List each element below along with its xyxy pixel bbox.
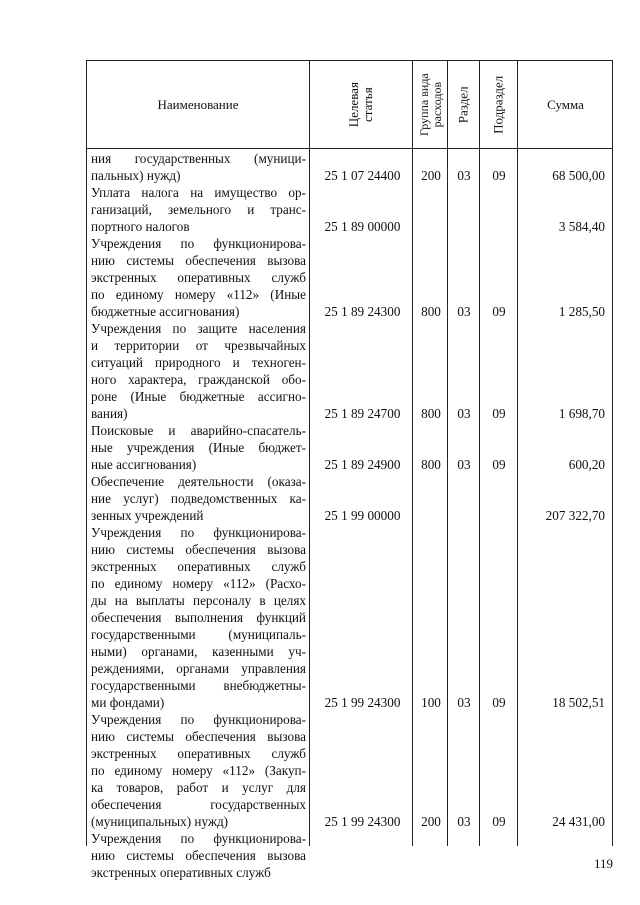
row-name bbox=[91, 150, 306, 184]
row-section: 03 bbox=[457, 304, 471, 319]
row-target-code: 25 1 89 00000 bbox=[324, 219, 401, 234]
row-section: 03 bbox=[457, 695, 471, 710]
table-row bbox=[0, 150, 640, 184]
row-name-line: ные ассигнования) bbox=[91, 457, 197, 472]
row-name-line: бюджетные ассигнования) bbox=[91, 304, 240, 319]
row-name-line: ми фондами) bbox=[91, 695, 165, 710]
row-sum: 24 431,00 bbox=[552, 814, 605, 829]
row-name-line: обеспечения выполнения функций bbox=[91, 610, 306, 625]
header-sum: Сумма bbox=[547, 96, 584, 112]
row-name-line: нию системы обеспечения вызова bbox=[91, 848, 306, 863]
row-subsection: 09 bbox=[492, 814, 506, 829]
row-name-line: по единому номеру «112» (Расхо- bbox=[91, 576, 306, 591]
row-target-code: 25 1 89 24900 bbox=[324, 457, 401, 472]
row-name-line: по единому номеру «112» (Иные bbox=[91, 287, 306, 302]
row-name-line: ными) органами, казенными уч- bbox=[91, 644, 306, 659]
row-sum: 1 698,70 bbox=[558, 406, 605, 421]
row-name-line: роне (Иные бюджетные ассигно- bbox=[91, 389, 306, 404]
row-name-line: зенных учреждений bbox=[91, 508, 204, 523]
row-name-line: экстренных оперативных служб bbox=[91, 865, 271, 880]
page-number: 119 bbox=[593, 856, 613, 871]
row-name-line: нию системы обеспечения вызова bbox=[91, 253, 306, 268]
row-group: 800 bbox=[421, 457, 441, 472]
row-name-line: ние услуг) подведомственных ка- bbox=[91, 491, 306, 506]
row-target-code: 25 1 89 24300 bbox=[324, 304, 401, 319]
row-name bbox=[91, 711, 306, 830]
row-name-line: экстренных оперативных служб bbox=[91, 746, 306, 761]
row-target-code: 25 1 07 24400 bbox=[324, 168, 401, 183]
row-name-line: государственными внебюджетны- bbox=[91, 678, 306, 693]
row-name bbox=[91, 422, 306, 473]
row-section: 03 bbox=[457, 168, 471, 183]
row-group: 200 bbox=[421, 814, 441, 829]
row-name-line: ды на выплаты персоналу в целях bbox=[91, 593, 306, 608]
row-name-line: Учреждения по функционирова- bbox=[91, 831, 306, 846]
table-row bbox=[0, 320, 640, 422]
row-name-line: (муниципальных) нужд) bbox=[91, 814, 229, 829]
row-name-line: по единому номеру «112» (Закуп- bbox=[91, 763, 306, 778]
row-group: 800 bbox=[421, 406, 441, 421]
row-name-line: нию системы обеспечения вызова bbox=[91, 542, 306, 557]
row-name-line: нию системы обеспечения вызова bbox=[91, 729, 306, 744]
row-sum: 600,20 bbox=[568, 457, 605, 472]
header-subsection-cell bbox=[480, 61, 517, 148]
row-name bbox=[91, 473, 306, 524]
header-group-cell bbox=[413, 61, 447, 148]
row-name-line: вания) bbox=[91, 406, 128, 421]
row-sum: 18 502,51 bbox=[552, 695, 605, 710]
row-target-code: 25 1 99 00000 bbox=[324, 508, 401, 523]
row-group: 200 bbox=[421, 168, 441, 183]
header-sum-cell bbox=[518, 61, 613, 148]
row-name-line: ситуаций природного и техноген- bbox=[91, 355, 306, 370]
row-section: 03 bbox=[457, 814, 471, 829]
header-section-cell bbox=[448, 61, 479, 148]
row-name-line: обеспечения государственных bbox=[91, 797, 306, 812]
row-name-line: ганизаций, земельного и транс- bbox=[91, 202, 306, 217]
row-name-line: экстренных оперативных служб bbox=[91, 559, 306, 574]
row-subsection: 09 bbox=[492, 457, 506, 472]
table-row bbox=[0, 830, 640, 881]
table-row bbox=[0, 711, 640, 830]
row-group: 100 bbox=[421, 695, 441, 710]
row-name bbox=[91, 830, 306, 881]
row-sum: 207 322,70 bbox=[545, 508, 605, 523]
table-row bbox=[0, 184, 640, 235]
row-target-code: 25 1 89 24700 bbox=[324, 406, 401, 421]
row-name bbox=[91, 184, 306, 235]
table-row bbox=[0, 473, 640, 524]
row-name-line: Учреждения по функционирова- bbox=[91, 525, 306, 540]
header-name-cell bbox=[87, 61, 309, 148]
row-name-line: пальных) нужд) bbox=[91, 168, 181, 183]
row-name-line: ного характера, гражданской обо- bbox=[91, 372, 306, 387]
row-sum: 1 285,50 bbox=[558, 304, 605, 319]
row-name-line: Поисковые и аварийно-спасатель- bbox=[91, 423, 306, 438]
row-name bbox=[91, 320, 306, 422]
table-row bbox=[0, 524, 640, 711]
header-subsection: Подраздел bbox=[490, 75, 506, 134]
header-group-line1: Группа вида bbox=[416, 73, 431, 136]
row-name-line: Учреждения по функционирова- bbox=[91, 712, 306, 727]
row-group: 800 bbox=[421, 304, 441, 319]
row-name-line: ка товаров, работ и услуг для bbox=[91, 780, 306, 795]
row-name-line: ния государственных (муници- bbox=[91, 151, 306, 166]
header-target-cell bbox=[310, 61, 412, 148]
row-target-code: 25 1 99 24300 bbox=[324, 814, 401, 829]
row-name bbox=[91, 235, 306, 320]
row-name-line: портного налогов bbox=[91, 219, 190, 234]
header-target-line2: статья bbox=[359, 87, 375, 122]
row-name-line: Обеспечение деятельности (оказа- bbox=[91, 474, 306, 489]
row-subsection: 09 bbox=[492, 304, 506, 319]
header-group-line2: расходов bbox=[429, 81, 443, 128]
row-name-line: экстренных оперативных служб bbox=[91, 270, 306, 285]
row-section: 03 bbox=[457, 457, 471, 472]
row-sum: 3 584,40 bbox=[558, 219, 605, 234]
row-name-line: реждениями, органами управления bbox=[91, 661, 306, 676]
row-name-line: государственными (муниципаль- bbox=[91, 627, 306, 642]
row-name-line: Учреждения по защите населения bbox=[91, 321, 306, 336]
row-name bbox=[91, 524, 306, 711]
row-subsection: 09 bbox=[492, 168, 506, 183]
row-sum: 68 500,00 bbox=[552, 168, 605, 183]
row-subsection: 09 bbox=[492, 406, 506, 421]
table-row bbox=[0, 235, 640, 320]
table-row bbox=[0, 422, 640, 473]
row-name-line: Уплата налога на имущество ор- bbox=[91, 185, 306, 200]
header-divider bbox=[86, 148, 613, 149]
row-subsection: 09 bbox=[492, 695, 506, 710]
header-name: Наименование bbox=[157, 96, 239, 112]
row-name-line: ные учреждения (Иные бюджет- bbox=[91, 440, 306, 455]
row-section: 03 bbox=[457, 406, 471, 421]
header-target-line1: Целевая bbox=[346, 81, 362, 128]
header-section: Раздел bbox=[455, 86, 471, 123]
row-target-code: 25 1 99 24300 bbox=[324, 695, 401, 710]
row-name-line: Учреждения по функционирова- bbox=[91, 236, 306, 251]
row-name-line: и территории от чрезвычайных bbox=[91, 338, 306, 353]
